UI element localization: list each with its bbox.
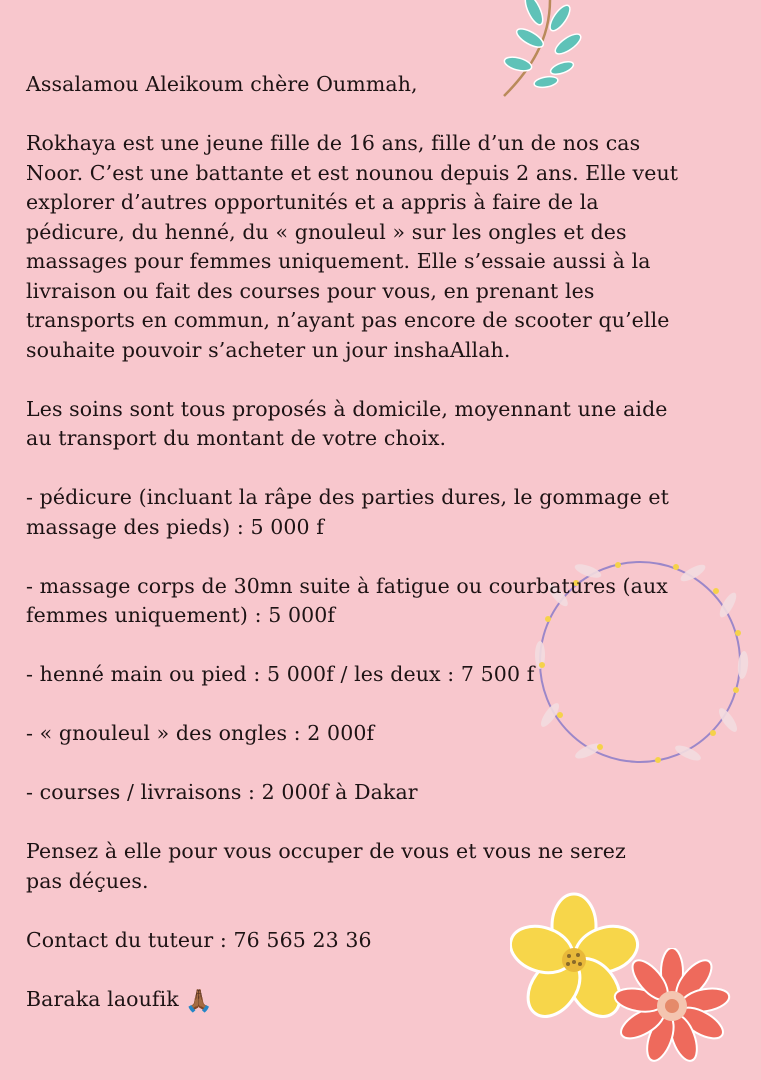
service-pedicure: - pédicure (incluant la râpe des parties dures, le gommage et massage des pieds) : 5 000 f: [26, 485, 669, 539]
intro-line: souhaite pouvoir s’acheter un jour inshaAllah.: [26, 337, 511, 362]
intro-paragraph: [26, 129, 726, 365]
greeting: Assalamou Aleikoum chère Oummah,: [26, 72, 418, 96]
intro-line: pédicure, du henné, du « gnouleul » sur les ongles et des: [26, 219, 627, 244]
intro-line: massages pour femmes uniquement. Elle s’essaie aussi à la: [26, 249, 651, 273]
signoff-line: [26, 985, 726, 1017]
intro-line: Rokhaya est une jeune fille de 16 ans, fille d’un de nos cas: [26, 131, 641, 155]
intro-line: Noor. C’est une battante et est nounou depuis 2 ans. Elle veut: [26, 160, 679, 185]
signoff-text: Baraka laoufik: [26, 986, 179, 1011]
service-courses: - courses / livraisons : 2 000f à Dakar: [26, 780, 418, 804]
contact-line: Contact du tuteur : 76 565 23 36: [26, 927, 372, 952]
intro-line: transports en commun, n’ayant pas encore de scooter qu’elle: [26, 308, 670, 332]
closing-paragraph: Pensez à elle pour vous occuper de vous et vous ne serez pas déçues.: [26, 839, 626, 893]
service-gnouleul: - « gnouleul » des ongles : 2 000f: [26, 721, 375, 745]
soins-line: au transport du montant de votre choix.: [26, 426, 447, 450]
service-henne: - henné main ou pied : 5 000f / les deux : 7 500 f: [26, 662, 535, 686]
soins-line: Les soins sont tous proposés à domicile, moyennant une aide: [26, 396, 668, 421]
soins-paragraph: [26, 395, 726, 454]
intro-line: livraison ou fait des courses pour vous, en prenant les: [26, 278, 595, 303]
service-massage: - massage corps de 30mn suite à fatigue ou courbatures (aux femmes uniquement) : 5 000f: [26, 573, 668, 627]
letter-body: [26, 70, 726, 1046]
praying-hands-icon: 🙏🏾: [185, 988, 213, 1014]
intro-line: explorer d’autres opportunités et a appris à faire de la: [26, 190, 599, 214]
